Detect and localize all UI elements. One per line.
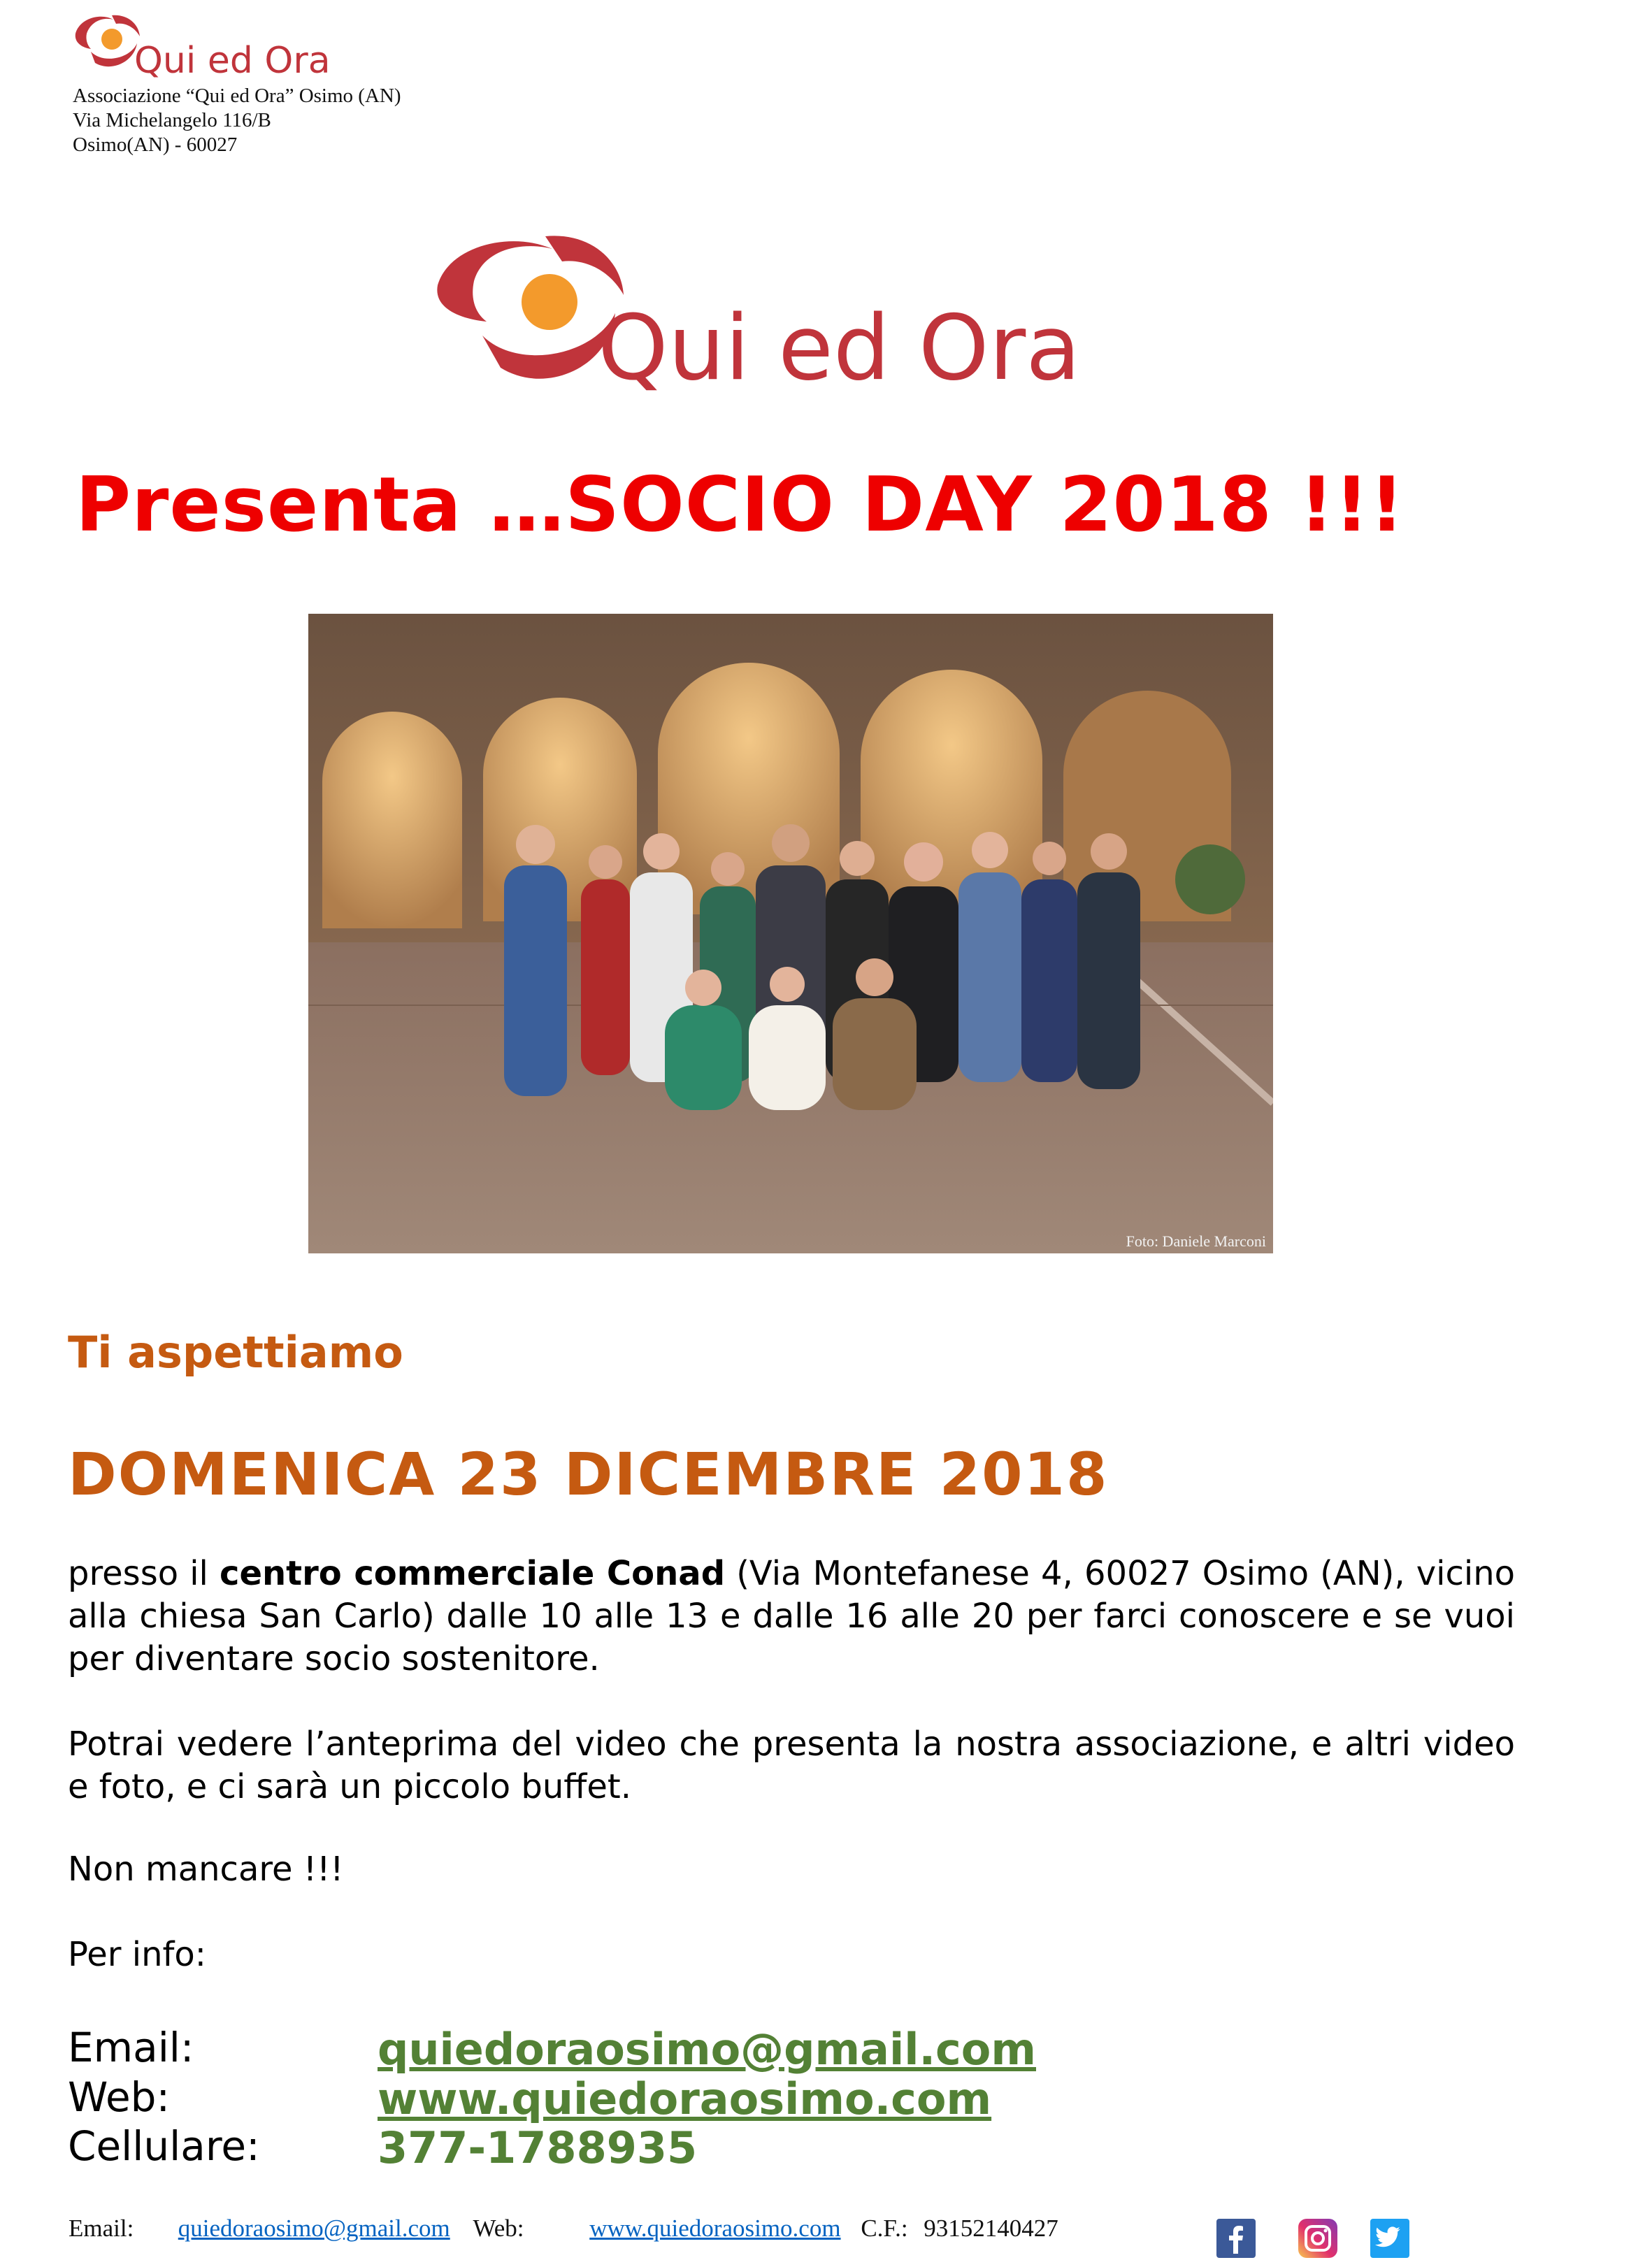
address-line: Osimo(AN) - 60027: [73, 134, 238, 156]
svg-text:Qui ed Ora: Qui ed Ora: [598, 296, 1081, 391]
web-label: Web:: [68, 2073, 170, 2121]
event-details: Potrai vedere l’anteprima del video che presenta la nostra associazione, e altri video e foto, e ci sarà un piccolo buffet.: [68, 1725, 1515, 1806]
event-date: DOMENICA 23 DICEMBRE 2018: [68, 1440, 1109, 1509]
header-logo: [70, 13, 371, 85]
qui-ed-ora-logo-icon: [70, 13, 371, 85]
subtitle: Ti aspettiamo: [68, 1327, 403, 1378]
footer: [69, 2215, 1058, 2243]
svg-text:Qui ed Ora: Qui ed Ora: [134, 40, 331, 82]
address-line: Associazione “Qui ed Ora” Osimo (AN): [73, 85, 401, 107]
footer-cf-label: C.F.:: [861, 2215, 908, 2242]
photo-credit: Foto: Daniele Marconi: [1126, 1232, 1266, 1250]
footer-web-link[interactable]: www.quiedoraosimo.com: [589, 2215, 841, 2242]
footer-email-link[interactable]: quiedoraosimo@gmail.com: [178, 2215, 450, 2242]
phone-number: 377-1788935: [378, 2122, 698, 2173]
twitter-icon[interactable]: [1370, 2219, 1409, 2258]
description-text: presso il: [68, 1554, 220, 1593]
email-link[interactable]: quiedoraosimo@gmail.com: [378, 2024, 1036, 2075]
footer-cf-value: 93152140427: [924, 2215, 1058, 2242]
venue-name: centro commerciale Conad: [220, 1554, 726, 1593]
event-description: [68, 1553, 1515, 1681]
header-address: [73, 84, 401, 157]
address-line: Via Michelangelo 116/B: [73, 109, 271, 131]
qui-ed-ora-main-logo-icon: [433, 231, 1168, 391]
phone-label: Cellulare:: [68, 2122, 260, 2170]
call-to-action: Non mancare !!!: [68, 1850, 344, 1889]
footer-email-label: Email:: [69, 2215, 134, 2242]
instagram-icon[interactable]: [1298, 2219, 1337, 2258]
web-link[interactable]: www.quiedoraosimo.com: [378, 2073, 992, 2124]
description-text: (Via Montefanese 4, 60027 Osimo (AN), vicino alla chiesa San Carlo) dalle 10 alle 13 e dalle 16 alle 20 per farci conoscere e se vuoi per diventare socio sostenitore.: [68, 1554, 1516, 1678]
group-photo: [308, 614, 1273, 1253]
group-photo-image: [308, 614, 1273, 1253]
footer-web-label: Web:: [473, 2215, 524, 2242]
page-title: Presenta …SOCIO DAY 2018 !!!: [76, 461, 1405, 549]
facebook-icon[interactable]: [1216, 2219, 1256, 2258]
email-label: Email:: [68, 2024, 194, 2071]
info-label: Per info:: [68, 1935, 206, 1974]
main-logo: [433, 231, 1168, 391]
